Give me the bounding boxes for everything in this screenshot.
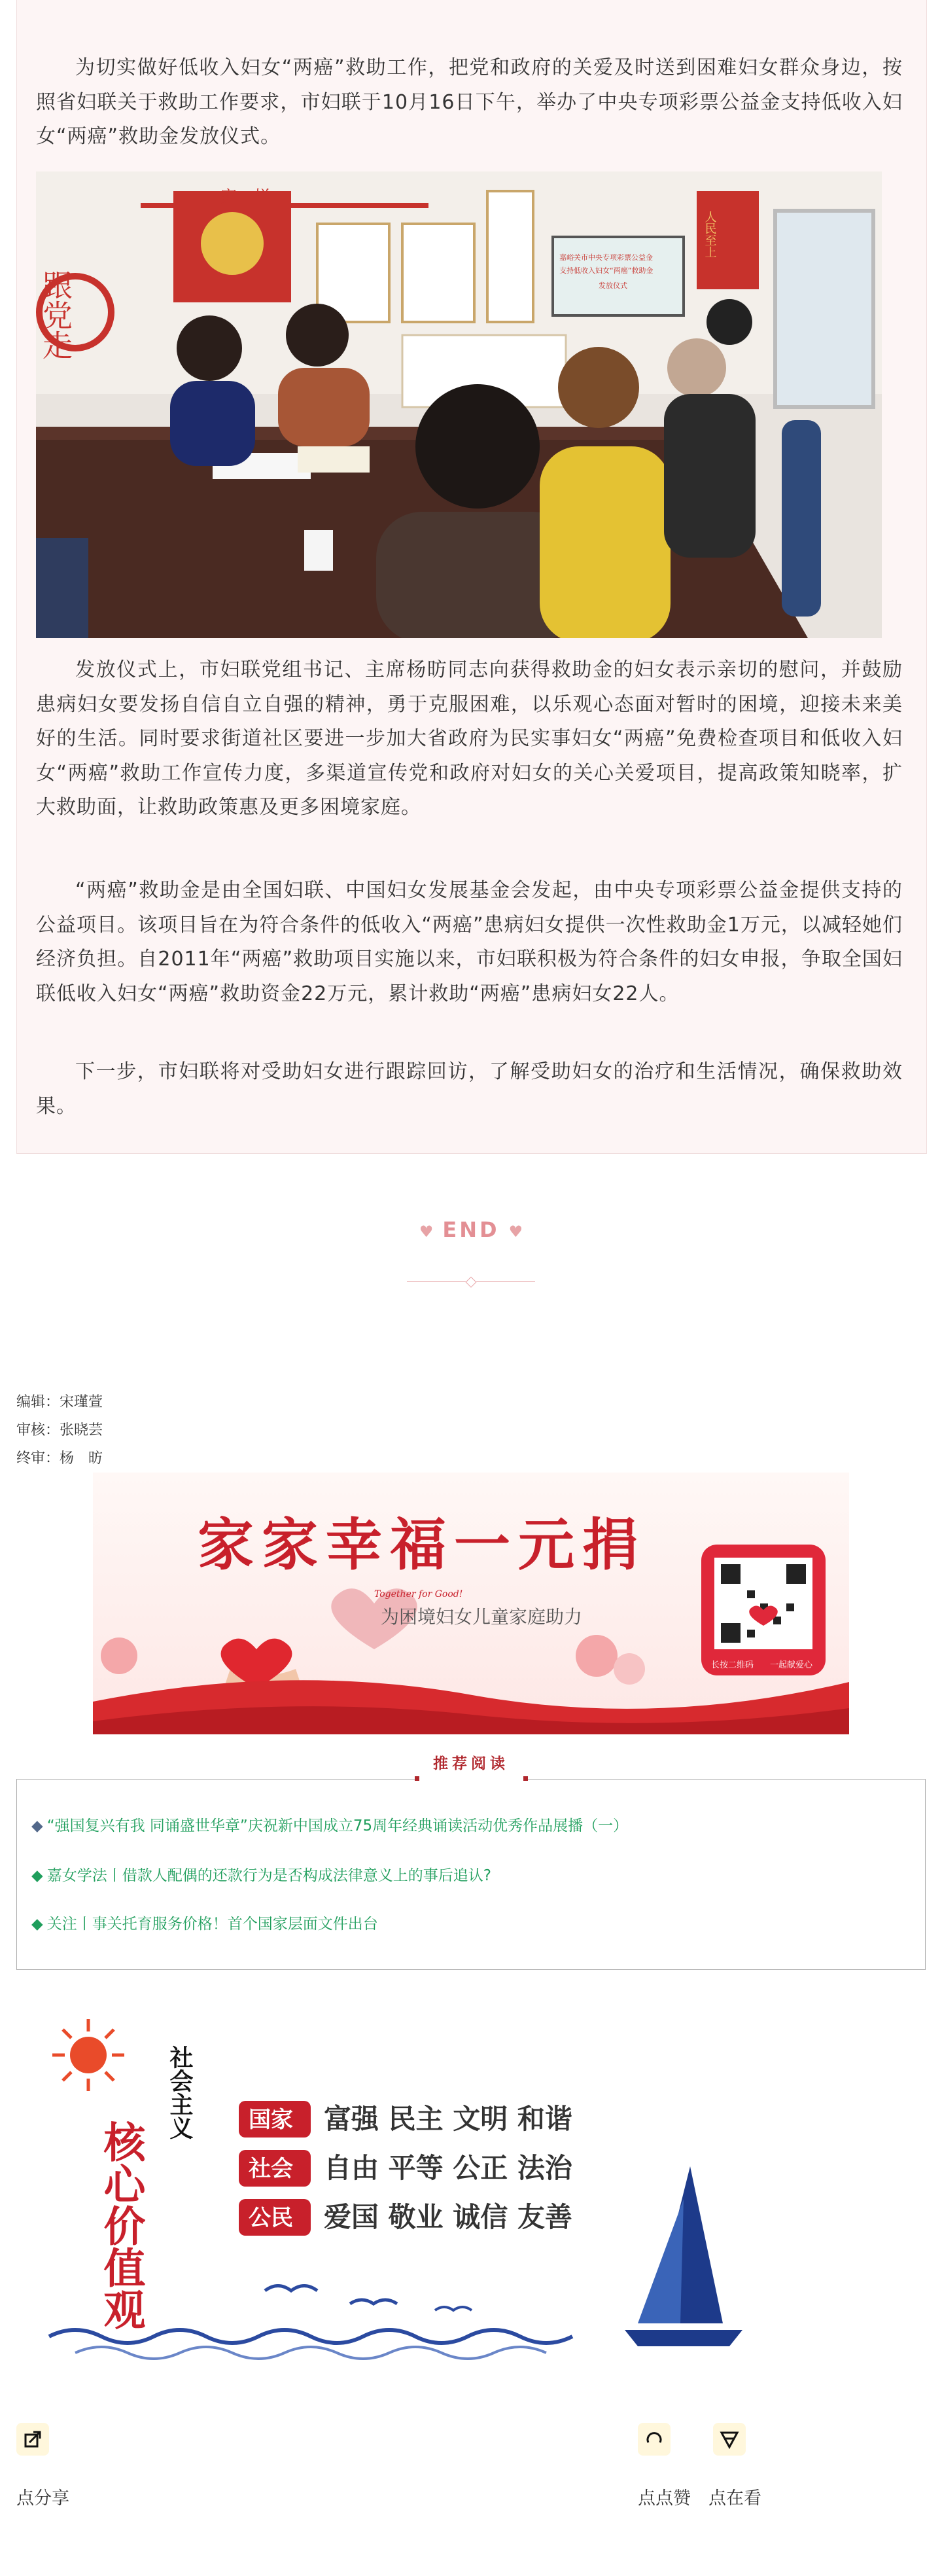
share-label[interactable]: 点分享 <box>16 2488 69 2509</box>
share-button[interactable] <box>16 2423 49 2456</box>
like-icon <box>644 2429 664 2449</box>
donation-banner[interactable] <box>93 1473 849 1734</box>
recommended-link-1[interactable] <box>31 1814 628 1835</box>
credit-reviewer: 审核：张晓芸 <box>16 1422 103 1439</box>
watching-icon <box>720 2429 739 2449</box>
credit-final-review: 终审：杨 昉 <box>16 1450 103 1467</box>
title-dot-right <box>523 1776 528 1781</box>
banner-title: 家家幸福一元捐 <box>198 1512 646 1578</box>
bullet-diamond-icon: ◆ <box>31 1867 43 1884</box>
values-title-1: 社会主义 <box>166 2045 194 2139</box>
hanging-banner-text: 人民至上 <box>703 211 717 258</box>
end-divider-diamond <box>466 1277 477 1288</box>
heart-icon: ♥ <box>508 1223 523 1241</box>
tv-line-3: 发放仪式 <box>599 281 627 290</box>
ceremony-photo <box>36 171 882 638</box>
values-tag-society: 社会 <box>249 2156 293 2182</box>
values-tag-citizen: 公民 <box>249 2205 293 2231</box>
bullet-diamond-icon: ◆ <box>31 1916 43 1933</box>
tv-line-1: 嘉峪关市中央专项彩票公益金 <box>559 253 653 262</box>
core-values-graphic <box>36 2016 778 2382</box>
recommended-link-text: 关注丨事关托育服务价格！首个国家层面文件出台 <box>46 1916 378 1933</box>
qr-caption-right: 一起献爱心 <box>770 1660 813 1670</box>
donation-banner-graphic <box>93 1473 849 1734</box>
recommended-reading-title: 推荐阅读 <box>419 1747 523 1780</box>
recommended-reading-box <box>16 1779 926 1970</box>
banner-subtitle: 为困境妇女儿童家庭助力 <box>381 1606 583 1628</box>
recommended-link-text: 嘉女学法丨借款人配偶的还款行为是否构成法律意义上的事后追认? <box>46 1867 491 1884</box>
bullet-diamond-icon: ◆ <box>31 1817 43 1834</box>
credit-editor: 编辑：宋瑾萱 <box>16 1394 103 1410</box>
recommended-link-text: “强国复兴有我 同诵盛世华章”庆祝新中国成立75周年经典诵读活动优秀作品展播（一） <box>46 1817 629 1834</box>
qr-caption-left: 长按二维码 <box>711 1660 754 1670</box>
wall-characters: 跟党走 <box>38 270 73 360</box>
end-text: END <box>442 1217 500 1242</box>
recommended-link-3[interactable] <box>31 1912 378 1933</box>
article-paragraph-3: “两癌”救助金是由全国妇联、中国妇女发展基金会发起，由中央专项彩票公益金提供支持的公益项目。该项目旨在为符合条件的低收入“两癌”患病妇女提供一次性救助金1万元，以减轻她们经济负担。自2011年“两癌”救助项目实施以来，市妇联积极为符合条件的妇女申报，争取全国妇联低收入妇女“两癌”救助资金22万元，累计救助“两癌”患病妇女22人。 <box>36 879 903 1005</box>
article-paragraph-2: 发放仪式上，市妇联党组书记、主席杨昉同志向获得救助金的妇女表示亲切的慰问，并鼓励患病妇女要发扬自信自立自强的精神，勇于克服困难，以乐观心态面对暂时的困境，迎接未来美好的生活。同时要求街道社区要进一步加大省政府为民实事妇女“两癌”免费检查项目和低收入妇女“两癌”救助工作宣传力度，多渠道宣传党和政府对妇女的关心关爱项目，提高政策知晓率，扩大救助面，让救助政策惠及更多困境家庭。 <box>36 658 903 819</box>
core-values-illustration <box>36 2016 778 2382</box>
watching-label[interactable]: 点在看 <box>708 2488 761 2509</box>
wall-slogan: 一家一样 <box>203 188 271 207</box>
values-words-nation: 富强 民主 文明 和谐 <box>324 2103 572 2135</box>
recommended-link-2[interactable] <box>31 1863 491 1885</box>
heart-icon: ♥ <box>419 1223 434 1241</box>
values-words-society: 自由 平等 公正 法治 <box>324 2152 572 2184</box>
ceremony-photo-illustration <box>36 171 882 638</box>
tv-line-2: 支持低收入妇女“两癌”救助金 <box>559 266 654 275</box>
title-dot-left <box>415 1776 419 1781</box>
like-label[interactable]: 点点赞 <box>638 2488 691 2509</box>
share-icon <box>23 2429 43 2449</box>
values-title-2: 核心价值观 <box>96 2120 146 2330</box>
article-paragraph-4: 下一步，市妇联将对受助妇女进行跟踪回访，了解受助妇女的治疗和生活情况，确保救助效果。 <box>36 1060 903 1118</box>
values-tag-nation: 国家 <box>249 2107 293 2133</box>
end-divider <box>0 1217 942 1242</box>
like-button[interactable] <box>638 2423 671 2456</box>
banner-subtitle-en: Together for Good! <box>374 1589 463 1600</box>
values-words-citizen: 爱国 敬业 诚信 友善 <box>324 2201 572 2233</box>
article-paragraph-1: 为切实做好低收入妇女“两癌”救助工作，把党和政府的关爱及时送到困难妇女群众身边，按照省妇联关于救助工作要求，市妇联于10月16日下午，举办了中央专项彩票公益金支持低收入妇女“两癌”救助金发放仪式。 <box>36 56 903 148</box>
watching-button[interactable] <box>713 2423 746 2456</box>
sun-icon <box>52 2019 124 2091</box>
